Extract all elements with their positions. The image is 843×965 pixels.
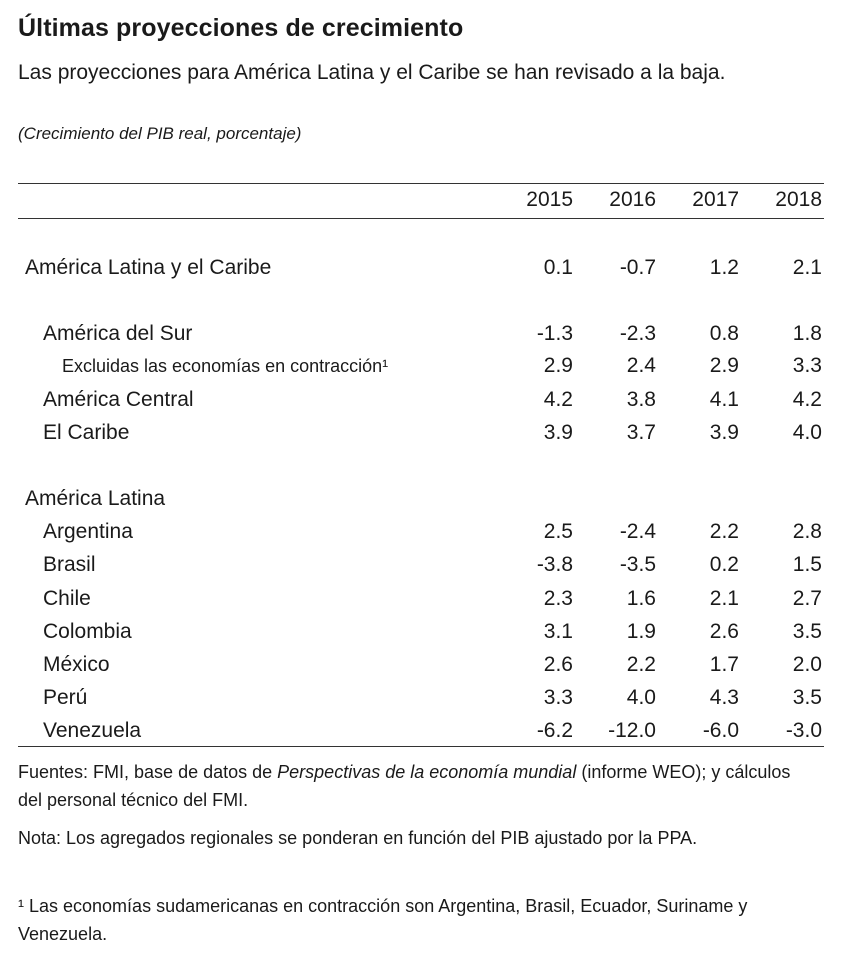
row-label: Chile (43, 587, 91, 610)
cell-2016: 2.4 (626, 354, 656, 377)
sources-note (18, 758, 818, 814)
cell-2015: 3.9 (543, 421, 573, 444)
cell-2015: 2.6 (543, 653, 573, 676)
cell-2018: 3.5 (792, 620, 822, 643)
page-title: Últimas proyecciones de crecimiento (18, 14, 464, 42)
cell-2018: 3.5 (792, 686, 822, 709)
table-row (0, 587, 843, 619)
cell-2018: 2.0 (792, 653, 822, 676)
row-label: Brasil (43, 553, 96, 576)
cell-2017: 4.3 (709, 686, 739, 709)
cell-2016: 2.2 (626, 653, 656, 676)
cell-2017: 1.2 (709, 256, 739, 279)
row-label: Perú (43, 686, 88, 709)
cell-2017: 2.9 (709, 354, 739, 377)
cell-2016: -2.4 (619, 520, 656, 543)
cell-2017: 4.1 (709, 388, 739, 411)
year-header-2017: 2017 (692, 188, 739, 211)
cell-2018: 2.7 (792, 587, 822, 610)
cell-2015: -6.2 (536, 719, 573, 742)
row-label: Argentina (43, 520, 133, 543)
cell-2017: -6.0 (702, 719, 739, 742)
year-header-2016: 2016 (609, 188, 656, 211)
cell-2018: 4.2 (792, 388, 822, 411)
cell-2016: 4.0 (626, 686, 656, 709)
cell-2018: 2.1 (792, 256, 822, 279)
weighting-note: Nota: Los agregados regionales se ponderan en función del PIB ajustado por la PPA. (18, 828, 698, 848)
cell-2017: 2.6 (709, 620, 739, 643)
table-row (0, 520, 843, 552)
table-row (0, 686, 843, 718)
cell-2018: 3.3 (792, 354, 822, 377)
cell-2016: 1.9 (626, 620, 656, 643)
cell-2018: 1.5 (792, 553, 822, 576)
table-row (0, 653, 843, 685)
cell-2015: 0.1 (543, 256, 573, 279)
cell-2018: 4.0 (792, 421, 822, 444)
cell-2016: 3.8 (626, 388, 656, 411)
cell-2018: 1.8 (792, 322, 822, 345)
cell-2018: 2.8 (792, 520, 822, 543)
year-header-2018: 2018 (775, 188, 822, 211)
table-row (0, 354, 843, 386)
row-label: América del Sur (43, 322, 193, 345)
table-row (0, 553, 843, 585)
table-row (0, 421, 843, 453)
table-row (0, 620, 843, 652)
row-label: El Caribe (43, 421, 130, 444)
footnote: ¹ Las economías sudamericanas en contracción son Argentina, Brasil, Ecuador, Suriname y Venezuela. (18, 896, 748, 944)
row-label: América Latina y el Caribe (25, 256, 272, 279)
cell-2015: -1.3 (536, 322, 573, 345)
row-label: México (43, 653, 110, 676)
cell-2017: 2.1 (709, 587, 739, 610)
header-rule (18, 218, 824, 219)
cell-2017: 0.8 (709, 322, 739, 345)
cell-2017: 3.9 (709, 421, 739, 444)
sources-prefix: Fuentes: FMI, base de datos de (18, 762, 278, 782)
table-row (0, 388, 843, 420)
cell-2015: 3.3 (543, 686, 573, 709)
cell-2016: 3.7 (626, 421, 656, 444)
row-label: América Central (43, 388, 194, 411)
cell-2016: -2.3 (619, 322, 656, 345)
page-subtitle: Las proyecciones para América Latina y el Caribe se han revisado a la baja. (18, 61, 726, 84)
row-label: Venezuela (43, 719, 142, 742)
cell-2016: -3.5 (619, 553, 656, 576)
cell-2015: 2.5 (543, 520, 573, 543)
table-row (0, 322, 843, 354)
top-rule (18, 183, 824, 184)
bottom-rule (18, 746, 824, 747)
cell-2016: 1.6 (626, 587, 656, 610)
sources-italic: Perspectivas de la economía mundial (277, 762, 577, 782)
cell-2016: -12.0 (608, 719, 656, 742)
cell-2017: 2.2 (709, 520, 739, 543)
cell-2015: 3.1 (543, 620, 573, 643)
cell-2016: -0.7 (619, 256, 656, 279)
cell-2015: 2.9 (543, 354, 573, 377)
row-label: Colombia (43, 620, 132, 643)
cell-2015: -3.8 (536, 553, 573, 576)
cell-2017: 0.2 (709, 553, 739, 576)
table-row (0, 487, 843, 519)
row-label: Excluidas las economías en contracción¹ (62, 356, 389, 376)
cell-2015: 4.2 (543, 388, 573, 411)
row-label: América Latina (25, 487, 166, 510)
cell-2018: -3.0 (785, 719, 822, 742)
sources-suffix: (informe WEO); y cálculos del personal técnico del FMI. (18, 762, 791, 810)
year-header-2015: 2015 (526, 188, 573, 211)
cell-2017: 1.7 (709, 653, 739, 676)
units-note: (Crecimiento del PIB real, porcentaje) (18, 124, 302, 143)
cell-2015: 2.3 (543, 587, 573, 610)
table-row (0, 256, 843, 288)
